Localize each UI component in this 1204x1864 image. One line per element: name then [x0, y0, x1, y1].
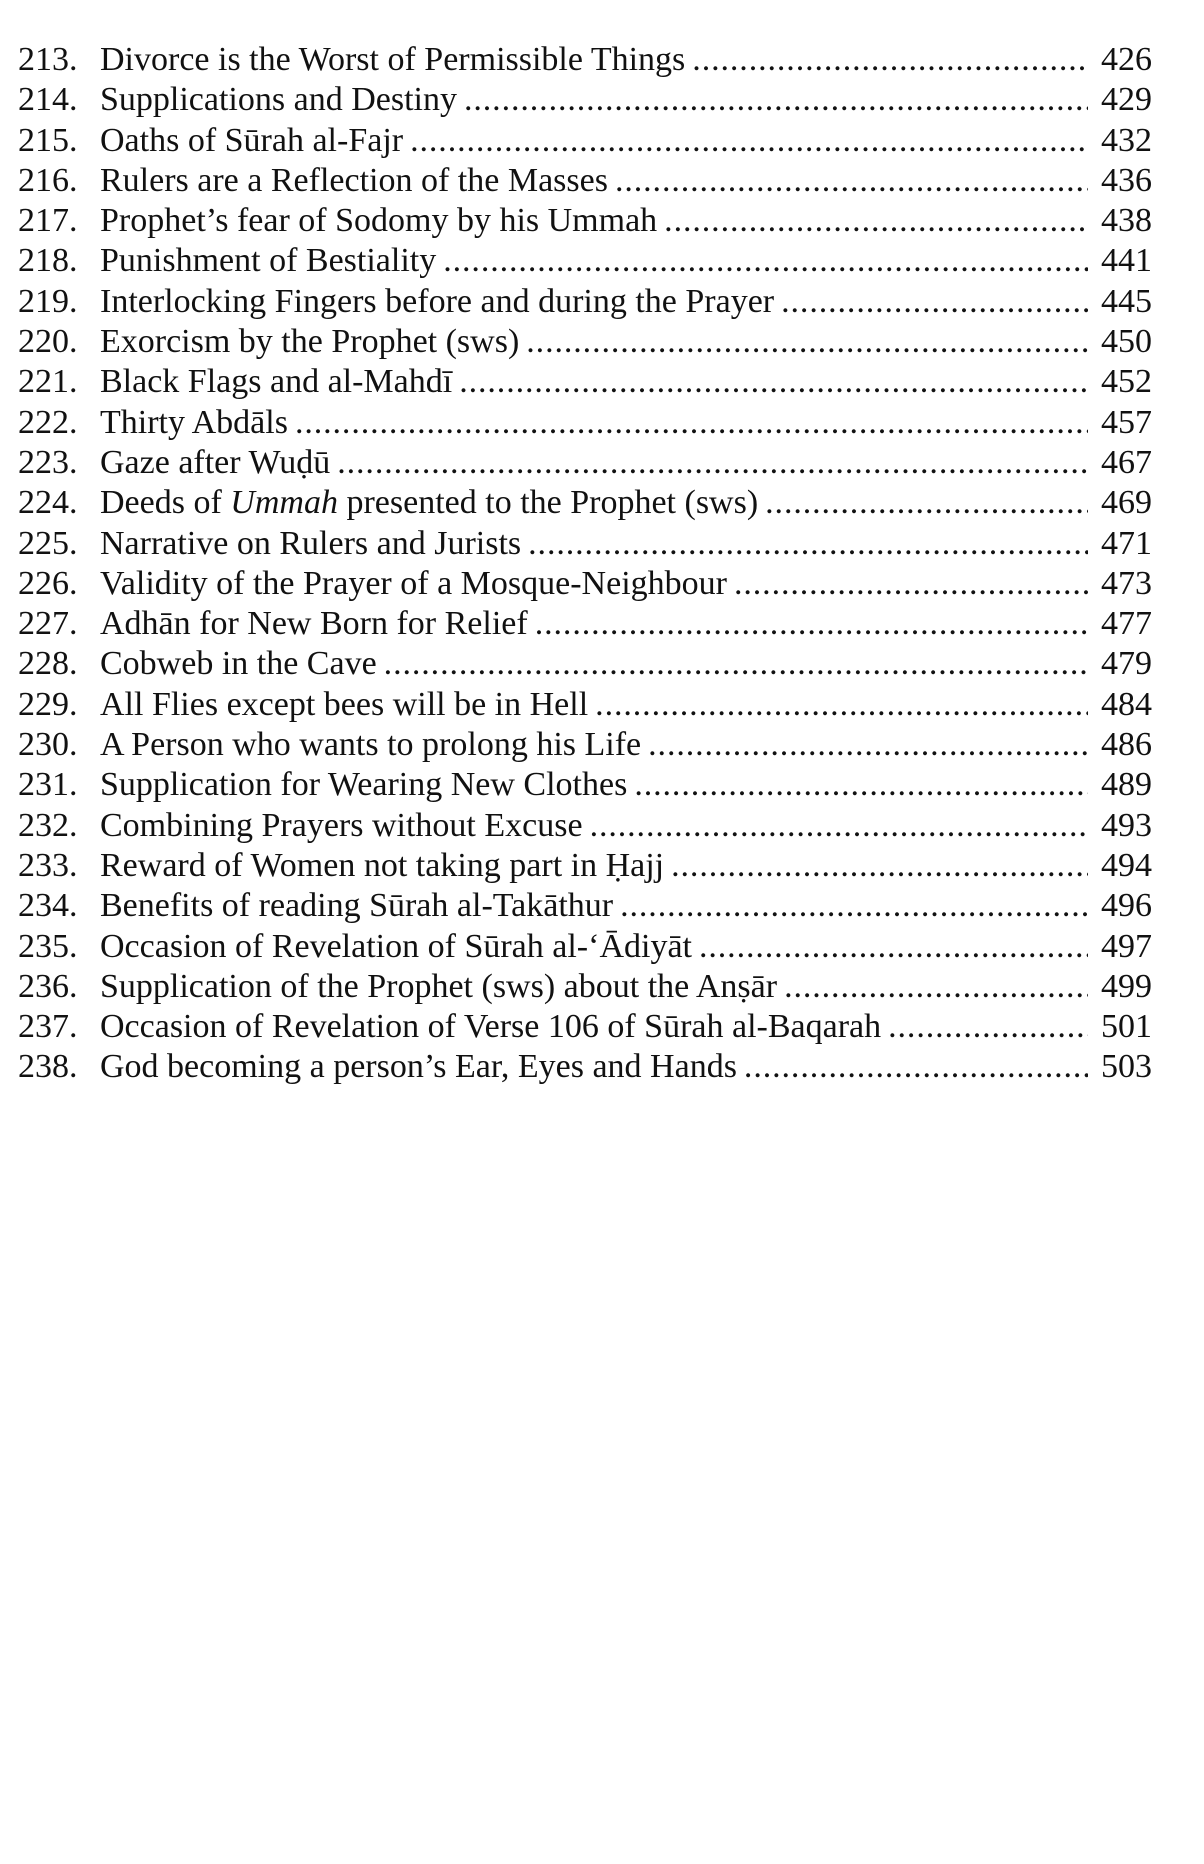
entry-page-number: 469 [1101, 484, 1152, 522]
toc-entry [18, 564, 1152, 604]
entry-page-number: 429 [1101, 81, 1152, 119]
entry-page-number: 497 [1101, 927, 1152, 965]
entry-title: All Flies except bees will be in Hell [100, 685, 589, 723]
dot-leader [671, 846, 1088, 886]
toc-entry [18, 80, 1152, 120]
toc-entry [18, 765, 1152, 805]
toc-entry [18, 403, 1152, 443]
dot-leader [384, 644, 1088, 684]
entry-number: 225. [18, 524, 78, 562]
entry-title: Interlocking Fingers before and during the Prayer [100, 282, 775, 320]
entry-number: 215. [18, 121, 78, 159]
entry-number: 228. [18, 645, 78, 683]
entry-page-number: 486 [1101, 726, 1152, 764]
toc-entry [18, 201, 1152, 241]
entry-title: Occasion of Revelation of Verse 106 of Sūrah al-Baqarah [100, 1008, 882, 1046]
entry-page-number: 438 [1101, 202, 1152, 240]
dot-leader [535, 604, 1088, 644]
entry-page-number: 473 [1101, 564, 1152, 602]
entry-title: Prophet’s fear of Sodomy by his Ummah [100, 202, 658, 240]
entry-title: Punishment of Bestiality [100, 242, 437, 280]
entry-title: Adhān for New Born for Relief [100, 605, 528, 643]
toc-entry [18, 1047, 1152, 1087]
entry-number: 221. [18, 363, 78, 401]
dot-leader [692, 40, 1088, 80]
entry-title [100, 483, 758, 523]
entry-title: Divorce is the Worst of Permissible Things [100, 41, 686, 78]
toc-entry [18, 886, 1152, 926]
entry-number: 233. [18, 846, 78, 884]
toc-entry [18, 806, 1152, 846]
dot-leader [528, 524, 1088, 564]
toc-entry [18, 927, 1152, 967]
entry-title: Supplication of the Prophet (sws) about the Anṣār [100, 967, 778, 1005]
toc-entry [18, 644, 1152, 684]
entry-title: Black Flags and al-Mahdī [100, 363, 453, 401]
toc-entry [18, 685, 1152, 725]
toc-entry [18, 282, 1152, 322]
entry-number: 238. [18, 1048, 78, 1086]
dot-leader [784, 967, 1088, 1007]
entry-title-segment: Deeds of [100, 484, 231, 522]
entry-page-number: 436 [1101, 161, 1152, 199]
entry-page-number: 489 [1101, 766, 1152, 804]
entry-page-number: 496 [1101, 887, 1152, 925]
entry-title: Supplications and Destiny [100, 81, 457, 119]
toc-entry [18, 604, 1152, 644]
entry-number: 231. [18, 766, 78, 804]
toc-entry [18, 1007, 1152, 1047]
entry-title: God becoming a person’s Ear, Eyes and Hands [100, 1048, 737, 1086]
toc-entry [18, 443, 1152, 483]
entry-page-number: 426 [1101, 41, 1152, 78]
entry-number: 237. [18, 1008, 78, 1046]
entry-page-number: 477 [1101, 605, 1152, 643]
entry-number: 217. [18, 202, 78, 240]
entry-title: A Person who wants to prolong his Life [100, 726, 642, 764]
entry-number: 232. [18, 806, 78, 844]
entry-page-number: 445 [1101, 282, 1152, 320]
entry-title: Narrative on Rulers and Jurists [100, 524, 522, 562]
entry-page-number: 503 [1101, 1048, 1152, 1086]
dot-leader [734, 564, 1088, 604]
entry-number: 229. [18, 685, 78, 723]
entry-title: Gaze after Wuḍū [100, 443, 331, 481]
entry-page-number: 432 [1101, 121, 1152, 159]
entry-title-italic-segment: Ummah [230, 484, 338, 522]
entry-number: 236. [18, 967, 78, 1005]
entry-title: Benefits of reading Sūrah al-Takāthur [100, 887, 614, 925]
entry-number: 213. [18, 41, 78, 78]
toc-entry [18, 121, 1152, 161]
entry-page-number: 467 [1101, 443, 1152, 481]
entry-title: Reward of Women not taking part in Ḥajj [100, 846, 665, 884]
toc-entry [18, 967, 1152, 1007]
dot-leader [615, 161, 1088, 201]
entry-title: Occasion of Revelation of Sūrah al-‘Ādiyāt [100, 927, 692, 965]
entry-title-segment: presented to the Prophet (sws) [337, 484, 759, 522]
entry-title: Supplication for Wearing New Clothes [100, 766, 628, 804]
entry-page-number: 452 [1101, 363, 1152, 401]
entry-page-number: 484 [1101, 685, 1152, 723]
dot-leader [620, 886, 1088, 926]
entry-page-number: 501 [1101, 1008, 1152, 1046]
entry-number: 224. [18, 484, 78, 522]
entry-number: 234. [18, 887, 78, 925]
entry-page-number: 493 [1101, 806, 1152, 844]
dot-leader [410, 121, 1088, 161]
toc-entry [18, 40, 1152, 80]
entry-page-number: 494 [1101, 846, 1152, 884]
toc-entry [18, 161, 1152, 201]
entry-page-number: 450 [1101, 323, 1152, 361]
dot-leader [664, 201, 1088, 241]
dot-leader [634, 765, 1088, 805]
entry-number: 235. [18, 927, 78, 965]
entry-number: 218. [18, 242, 78, 280]
entry-number: 220. [18, 323, 78, 361]
dot-leader [888, 1007, 1088, 1047]
table-of-contents [18, 40, 1152, 1088]
entry-page-number: 457 [1101, 403, 1152, 441]
dot-leader [464, 80, 1088, 120]
dot-leader [765, 483, 1088, 523]
toc-entry [18, 362, 1152, 402]
entry-title: Combining Prayers without Excuse [100, 806, 583, 844]
entry-page-number: 499 [1101, 967, 1152, 1005]
entry-number: 222. [18, 403, 78, 441]
entry-title: Thirty Abdāls [100, 403, 288, 441]
entry-number: 219. [18, 282, 78, 320]
entry-page-number: 471 [1101, 524, 1152, 562]
dot-leader [744, 1047, 1088, 1087]
entry-title: Oaths of Sūrah al-Fajr [100, 121, 404, 159]
dot-leader [595, 685, 1088, 725]
entry-number: 214. [18, 81, 78, 119]
entry-number: 227. [18, 605, 78, 643]
dot-leader [699, 927, 1088, 967]
entry-number: 216. [18, 161, 78, 199]
dot-leader [526, 322, 1088, 362]
entry-title: Rulers are a Reflection of the Masses [100, 161, 608, 199]
dot-leader [337, 443, 1088, 483]
entry-title: Exorcism by the Prophet (sws) [100, 323, 520, 361]
toc-entry [18, 725, 1152, 765]
entry-title: Validity of the Prayer of a Mosque-Neighbour [100, 564, 727, 602]
dot-leader [459, 362, 1088, 402]
entry-title: Cobweb in the Cave [100, 645, 377, 683]
entry-number: 230. [18, 726, 78, 764]
dot-leader [295, 403, 1088, 443]
entry-page-number: 479 [1101, 645, 1152, 683]
dot-leader [590, 806, 1088, 846]
entry-number: 223. [18, 443, 78, 481]
toc-entry [18, 846, 1152, 886]
toc-entry [18, 322, 1152, 362]
dot-leader [648, 725, 1088, 765]
toc-entry [18, 241, 1152, 281]
dot-leader [443, 241, 1088, 281]
entry-page-number: 441 [1101, 242, 1152, 280]
entry-number: 226. [18, 564, 78, 602]
dot-leader [781, 282, 1088, 322]
toc-entry [18, 483, 1152, 523]
toc-entry [18, 524, 1152, 564]
